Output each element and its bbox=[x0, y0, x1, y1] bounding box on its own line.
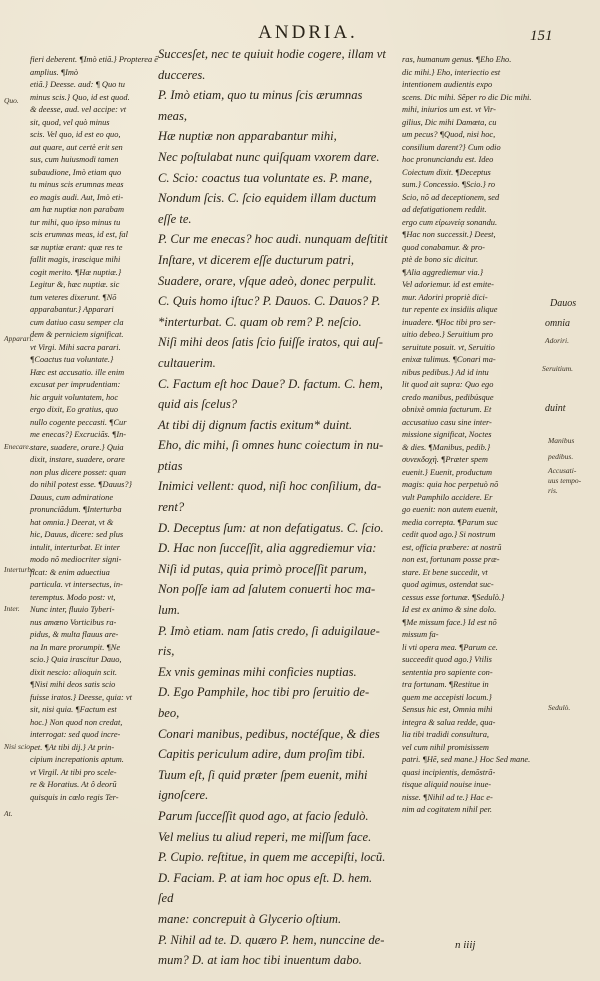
margin-note-right: pedibus. bbox=[548, 452, 574, 461]
margin-note-left: Nisi scio. bbox=[4, 742, 32, 751]
margin-note-left: Inter. bbox=[4, 604, 20, 613]
margin-note-right: ris. bbox=[548, 486, 558, 495]
running-head-title: ANDRIA. bbox=[258, 22, 358, 43]
margin-note-right: omnia bbox=[545, 318, 570, 329]
margin-note-right: Accusati- bbox=[548, 466, 577, 475]
page-number: 151 bbox=[530, 28, 553, 44]
play-text-column: Succesſet, nec te quiuit hodie cogere, illam vt ducceres. P. Imò etiam, quo tu minus ſcis ærumnas meas, Hæ nuptiæ non apparabantur mihi, Nec poſtulabat nunc quiſquam vxorem dare. C. Scio: coactus tua voluntate es. P. mane, Nondum ſcis. C. ſcio equidem illam ductum eſſe te. P. Cur me enecas? hoc audi. nunquam deſtitit Inſtare, vt dicerem eſſe ducturum patri, Suadere, orare, vſque adeò, donec perpulit. C. Quis homo iſtuc? P. Dauos. C. Dauos? P. *interturbat. C. quam ob rem? P. neſcio. Niſi mihi deos ſatis ſcio fuiſſe iratos, qui auſ- cultauerim. C. Factum eſt hoc Daue? D. factum. C. hem, quid ais ſcelus? At tibi dij dignum factis exitum* duint. Eho, dic mihi, ſi omnes hunc coiectum in nu- ptias Inimici vellent: quod, niſi hoc conſilium, da- rent? D. Deceptus ſum: at non defatigatus. C. ſcio. D. Hac non ſucceſſit, alia aggrediemur via: Niſi id putas, quia primò proceſſit parum, Non poſſe iam ad ſalutem conuerti hoc ma- lum. P. Imò etiam. nam ſatis credo, ſi aduigilaue- ris, Ex vnis geminas mihi conficies nuptias. D. Ego Pamphile, hoc tibi pro ſeruitio de- beo, Conari manibus, pedibus, noctéſque, & dies Capitis periculum adire, dum proſim tibi. Tuum eſt, ſi quid præter ſpem euenit, mihi ignoſcere. Parum ſucceſſit quod ago, at facio ſedulò. Vel melius tu aliud reperi, me miſſum face. P. Cupio. reſtitue, in quem me accepiſti, locũ. D. Faciam. P. at iam hoc opus eſt. D. hem. ſed mane: concrepuit à Glycerio oſtium. P. Nihil ad te. D. quæro P. hem, nunccine de- mum? D. at iam hoc tibi inuentum dabo. bbox=[158, 47, 388, 968]
commentary-right-column: ras, humanum genus. ¶Eho Eho. dic mihi.} Eho, interiectio est intentionem audientis expo scens. Dic mihi. Sẽper ro dic Dic mihi. mihi, iniurios um est. vt Vir- gilius, Dic mihi Damœta, cu um pecus? ¶Quod, nisi hoc, consilium darent?} Cum odio hoc pronunciandu est. Ideo Coiectum dixit. ¶Deceptus sum.} Concessio. ¶Scio.} ro Scio, nõ ad deceptionem, sed ad defatigationem reddit. ergo cum εἰρωνείᾳ sonandu. ¶Hac non successit.} Deest, quod conabamur. & pro- ptè de bono sic dicitur. ¶Alia aggrediemur via.} Vel adoriemur. id est emite- mur. Adoriri propriè dici- tur repente ex insidiis alique inuadere. ¶Hoc tibi pro ser- uitio debeo.} Seruitium pro seruitute posuit. vt, Seruitio enixæ tulimus. ¶Conari ma- nibus pedibus.} Ad id intu lit quod ait supra: Quo ego credo manibus, pedibúsque obnixè omnia facturum. Et accusatiuo casu sine inter- missione significat, Noctes & dies. ¶Manibus, pedib.} συνεκδοχὴ. ¶Præter spem euenit.} Euenit, productum magis: quia hoc perpetuò nõ vult Pamphilo accidere. Er go euenit: non autem euenit, media correpta. ¶Parum suc cedit quod ago.} Si nostrum est, officia præbere: at nostrũ non est, fortunam posse præ- stare. Et bene succedit, vt quod agimus, ostendat suc- cessus esse fortunæ. ¶Sedulò.} Id est ex animo & sine dolo. ¶Me missum face.} Id est nõ missum fa- li vti opera mea. ¶Parum ce. succeedit quod ago.} Vtilis sententia pro sapiente con- tra fortunam. ¶Restitue in quem me accepisti locum.} Sensus hic est, Omnia mihi integra & salua redde, qua- lia tibi tradidi consultura, vel cum nihil promisissem patri. ¶Hẽ, sed mane.} Hoc Sed mane. quasi incipientis, demõstrã- tisque aliquid nouise inue- nisse. ¶Nihil ad te.} Hac e- nim ad cogitatem nihil per. bbox=[402, 55, 532, 814]
signature-mark: n iiij bbox=[455, 939, 476, 951]
commentary-left-column: fieri deberent. ¶Imò etiã.} Propterea ẽ amplius. ¶Imò etiã.} Deesse. aud: ¶ Quo tu minus scis.} Quo, id est quod. & deesse, aud. vel accipe: vt sit, quod, vel quò minus scis. Vel quo, id est eo quo, aut quare, aut certè erit sen sus, cum huiusmodi tamen subaudione, Imò etiam quo tu minus scis erumnas meas eo magis audi. Aut, Imò eti- am hæ nuptiæ non parabam tur mihi, quo ipso minus tu scis erumnas meas, id est, fal sæ nuptiæ erant: quæ res te fallit magis, irascique mihi cogit merito. ¶Hæ nuptiæ.} Legitur &, hæc nuptiæ. sic tum veteres dixerunt. ¶Nõ apparabantur.} Apparari cum datiuo casu semper cla dem & perniciem significat. vt Virgi. Mihi sacra parari. ¶Coactus tua voluntate.} Hæc est accusatio. ille enim excusat per imprudentiam: hic arguit voluntatem, hoc ergo dixit, Eo gratius, quo nullo cogente peccasti. ¶Cur me enecas?} Excruciãs. ¶In- stare, suadere, orare.} Quia dixit, instare, suadere, orare non plus dicere posset: quan do nihil potest esse. ¶Dauus?} Dauus, cum admiratione pronunciãdum. ¶Interturba hat omnia.} Deerat, vt & hic, Dauus, dicere: sed plus intulit, interturbat. Et inter modo nõ mediocriter signi- ficat: & enim aduectiua particula. vt intersectus, in- teremptus. Modo post: vt, Nunc inter, fluuio Tyberi- nus amœno Vorticibus ra- pidus, & multa flauus are- na In mare prorumpit. ¶Ne scio.} Quia irascitur Dauo, dixit nescio: alioquin scit. ¶Nisi mihi deos satis scio fuisse iratos.} Deesse, quia: vt sit, nisi quia. ¶Factum est hoc.} Non quod non credat, interrogat: sed quod incre- pet. ¶At tibi dij.} At prin- cipium increpationis aptum. vt Virgil. At tibi pro scele- re & Horatius. At ô deorũ quisquis in cœlo regis Ter- bbox=[30, 55, 158, 802]
margin-note-left: Apparari. bbox=[4, 334, 34, 343]
margin-note-left: Enecare. bbox=[4, 442, 31, 451]
margin-note-right: Dauos bbox=[550, 298, 577, 309]
margin-note-right: Sedulò. bbox=[548, 703, 571, 712]
margin-note-right: duint bbox=[545, 403, 566, 414]
margin-note-left: Interturbo bbox=[4, 565, 35, 574]
margin-note-left: At. bbox=[4, 809, 13, 818]
margin-note-left: Quo. bbox=[4, 96, 19, 105]
margin-note-right: Seruitium. bbox=[542, 364, 574, 373]
margin-note-right: Adoriri. bbox=[545, 336, 569, 345]
margin-note-right: uus tempo- bbox=[548, 476, 582, 485]
margin-note-right: Manibus bbox=[548, 436, 575, 445]
